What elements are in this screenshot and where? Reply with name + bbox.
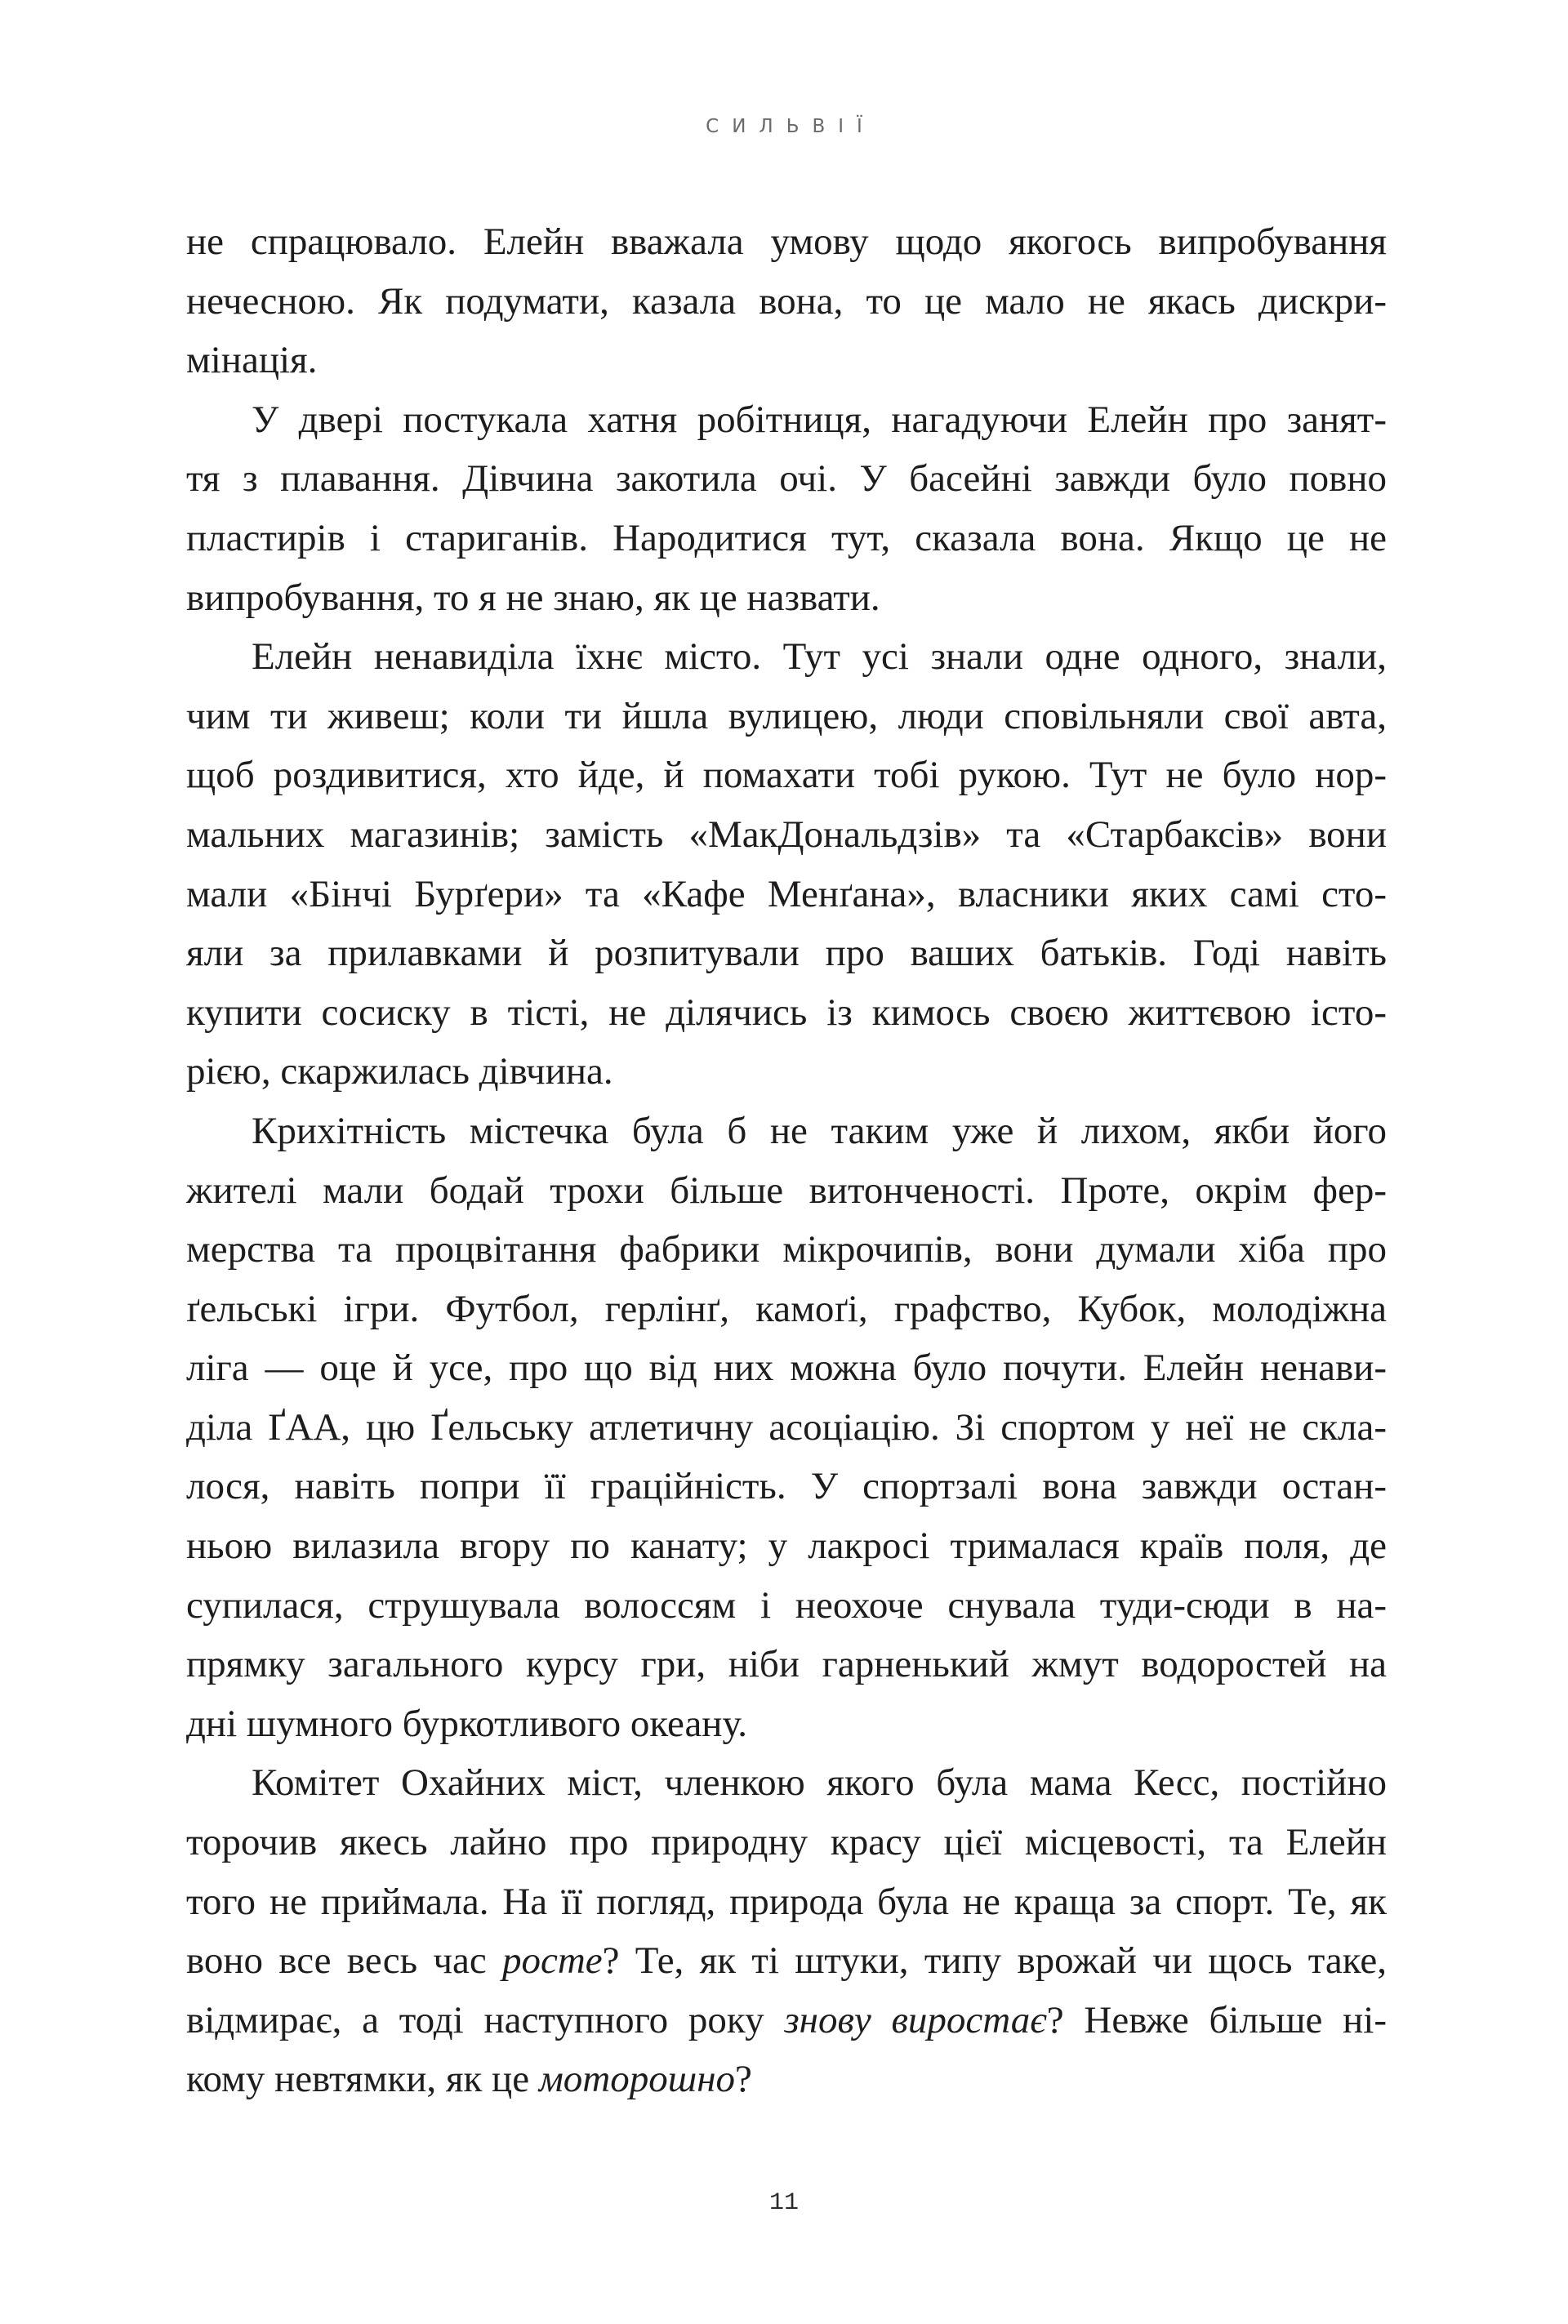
text-line: купити сосиску в тісті, не ділячись із кимось своєю життєвою істо-: [186, 991, 1387, 1034]
text-line: того не приймала. На її погляд, природа була не краща за спорт. Те, як: [186, 1880, 1387, 1923]
text-line: Комітет Охайних міст, членкою якого була мама Кесс, постійно: [252, 1761, 1387, 1805]
text-line: пластирів і стариганів. Народитися тут, сказала вона. Якщо це не: [186, 516, 1387, 559]
paragraph: [186, 1102, 1387, 1754]
text-segment: ?: [735, 2058, 752, 2101]
paragraph: [186, 627, 1387, 1102]
text-line: лося, навіть попри її граційність. У спортзалі вона завжди остан-: [186, 1465, 1387, 1508]
text-line: щоб роздивитися, хто йде, й помахати тобі рукою. Тут не було нор-: [186, 754, 1387, 797]
italic-emphasis: знову виростає: [784, 1998, 1047, 2041]
text-line: торочив якесь лайно про природну красу цієї місцевості, та Елейн: [186, 1821, 1387, 1864]
text-line: Крихітність містечка була б не таким уже й лихом, якби його: [252, 1109, 1387, 1152]
text-segment: відмирає, а тоді наступного року: [186, 1998, 785, 2041]
text-line: У двері постукала хатня робітниця, нагадуючи Елейн про занят-: [252, 398, 1387, 441]
text-line: ньою вилазила вгору по канату; у лакросі трималася країв поля, де: [186, 1525, 1387, 1568]
text-line: супилася, струшувала волоссям і неохоче снувала туди-сюди в на-: [186, 1583, 1387, 1627]
text-line: мальних магазинів; замість «МакДональдзів» та «Старбаксів» вони: [186, 813, 1387, 856]
text-segment: воно все весь час: [186, 1939, 502, 1983]
text-line: діла ҐАА, цю Ґельську атлетичну асоціацію. Зі спортом у неї не скла-: [186, 1405, 1387, 1449]
text-line: чим ти живеш; коли ти йшла вулицею, люди сповільняли свої авта,: [186, 694, 1387, 737]
text-line: [186, 1931, 1387, 1991]
paragraph: [186, 1753, 1387, 2109]
text-line: нечесною. Як подумати, казала вона, то це мало не якась дискри-: [186, 279, 1387, 323]
italic-emphasis: росте: [501, 1939, 603, 1983]
text-line: ґельські ігри. Футбол, герлінґ, камоґі, графство, Кубок, молодіжна: [186, 1287, 1387, 1330]
text-line: тя з плавання. Дівчина закотила очі. У басейні завжди було повно: [186, 457, 1387, 501]
text-line: мали «Бінчі Бурґери» та «Кафе Менґана», власники яких самі сто-: [186, 872, 1387, 915]
text-line: мерства та процвітання фабрики мікрочипів, вони думали хіба про: [186, 1228, 1387, 1271]
text-line: випробування, то я не знаю, як це назвати.: [186, 576, 880, 619]
text-line: рією, скаржилась дівчина.: [186, 1050, 613, 1093]
text-line: прямку загального курсу гри, ніби гарненький жмут водоростей на: [186, 1643, 1387, 1686]
paragraph: [186, 212, 1387, 390]
text-line: [186, 1991, 1387, 2050]
text-line: яли за прилавками й розпитували про ваших батьків. Годі навіть: [186, 932, 1387, 975]
text-segment: ? Те, як ті штуки, типу врожай чи щось таке,: [602, 1939, 1387, 1983]
text-line: мінація.: [186, 339, 318, 382]
text-segment: кому невтямки, як це: [186, 2058, 539, 2101]
text-segment: ? Невже більше ні-: [1046, 1998, 1387, 2041]
italic-emphasis: моторошно: [538, 2058, 736, 2101]
text-line: Елейн ненавиділа їхнє місто. Тут усі знали одне одного, знали,: [252, 635, 1387, 679]
paragraph: [186, 390, 1387, 627]
text-line: [186, 2050, 1387, 2109]
page-number: 11: [768, 2189, 799, 2217]
text-line: ліга — оце й усе, про що від них можна було почути. Елейн ненави-: [186, 1347, 1387, 1390]
text-line: не спрацювало. Елейн вважала умову щодо якогось випробування: [186, 220, 1387, 263]
text-line: дні шумного буркотливого океану.: [186, 1702, 748, 1745]
body-text: [186, 212, 1387, 2109]
text-line: жителі мали бодай трохи більше витонченості. Проте, окрім фер-: [186, 1169, 1387, 1212]
running-head: СИЛЬВІЇ: [706, 116, 875, 137]
